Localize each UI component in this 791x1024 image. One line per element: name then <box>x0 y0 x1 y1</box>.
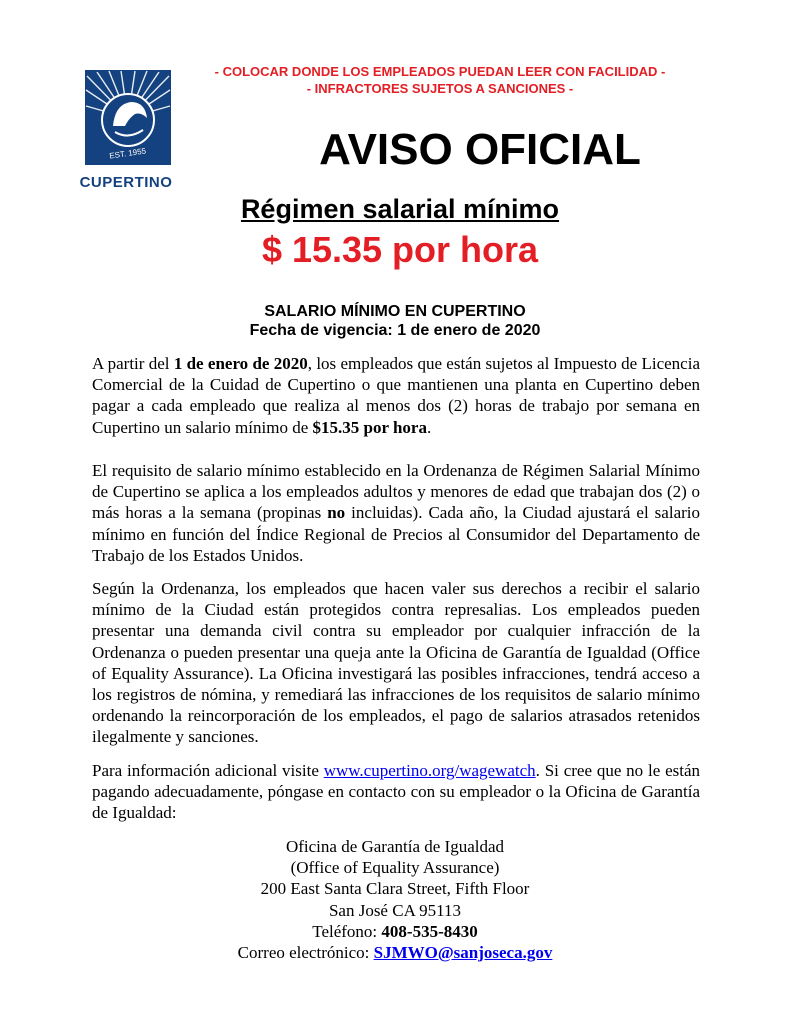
page-title: AVISO OFICIAL <box>319 125 641 174</box>
subheading <box>100 302 690 340</box>
phone-label: Teléfono: <box>312 921 382 941</box>
email-line <box>150 942 640 963</box>
office-address <box>150 836 640 963</box>
office-name: Oficina de Garantía de Igualdad <box>285 837 505 856</box>
street-address: 200 East Santa Clara Street, Fifth Floor <box>260 879 530 899</box>
posting-warning <box>170 63 710 97</box>
phone-line <box>150 921 640 942</box>
phone-number: 408-535-8430 <box>381 921 478 941</box>
p4-text-b: . Si cree que no le están pagando adecuadamente, póngase en contacto con su empleador o la Oficina de Garantía de Igualdad: <box>92 761 700 823</box>
p2-text-c: incluidas). Cada año, la Ciudad ajustará el salario mínimo en función del Índice Regional de Precios al Consumidor del Departamento de Trabajo de los Estados Unidos. <box>92 503 700 565</box>
effective-date: Fecha de vigencia: 1 de enero de 2020 <box>249 322 541 339</box>
p1-text-c: , los empleados que están sujetos al Impuesto de Licencia Comercial de la Cuidad de Cupertino o que mantienen una planta en Cupertino deben pagar a cada empleado que realiza al menos dos (2) horas de trabajo por semana en Cupertino un salario mínimo de <box>92 354 700 437</box>
p1-text-a: A partir del <box>92 354 174 373</box>
posting-warning-line1: - COLOCAR DONDE LOS EMPLEADOS PUEDAN LEER CON FACILIDAD - <box>214 64 666 79</box>
paragraph-protection: Según la Ordenanza, los empleados que hacen valer sus derechos a recibir el salario mínimo de la Ciudad están protegidos contra represalias. Los empleados pueden presentar una demanda civil contra su empleador por cualquier infracción de la Ordenanza o pueden presentar una queja ante la Oficina de Garantía de Igualdad (Office of Equality Assurance). La Oficina investigará las posibles infracciones, tendrá acceso a los registros de nómina, y remediará las infracciones de los requisitos de salario mínimo ordenando la reincorporación de los empleados, el pago de salarios atrasados retenidos ilegalmente y sanciones. <box>92 579 700 747</box>
regimen-heading: Régimen salarial mínimo <box>240 194 560 224</box>
p1-date: 1 de enero de 2020 <box>173 354 308 373</box>
cupertino-wordmark: CUPERTINO <box>79 174 173 191</box>
cupertino-logo <box>66 70 186 194</box>
p2-no: no <box>327 503 346 523</box>
office-name-en: (Office of Equality Assurance) <box>290 858 500 878</box>
email-link[interactable]: SJMWO@sanjoseca.gov <box>373 943 553 963</box>
posting-warning-line2: - INFRACTORES SUJETOS A SANCIONES - <box>306 81 574 96</box>
subheading-line1: SALARIO MÍNIMO EN CUPERTINO <box>264 303 526 320</box>
p2-text-a: El requisito de salario mínimo establecido en la Ordenanza de Régimen Salarial Mínimo de Cupertino se aplica a los empleados adultos y menores de edad que trabajan dos (2) o más horas a la semana (propinas <box>92 461 700 523</box>
wagewatch-link[interactable]: www.cupertino.org/wagewatch <box>323 761 536 780</box>
svg-text:EST. 1955: EST. 1955 <box>108 146 147 161</box>
paragraph-effective <box>92 353 700 438</box>
cupertino-seal-icon <box>85 70 171 165</box>
email-label: Correo electrónico: <box>237 943 374 963</box>
p4-text-a: Para información adicional visite <box>92 761 324 780</box>
p1-text-e: . <box>426 417 432 437</box>
paragraph-info <box>92 760 700 824</box>
p1-rate: $15.35 por hora <box>312 417 427 437</box>
paragraph-requirement <box>92 460 700 566</box>
wage-rate: $ 15.35 por hora <box>261 229 539 270</box>
city-address: San José CA 95113 <box>328 900 462 920</box>
